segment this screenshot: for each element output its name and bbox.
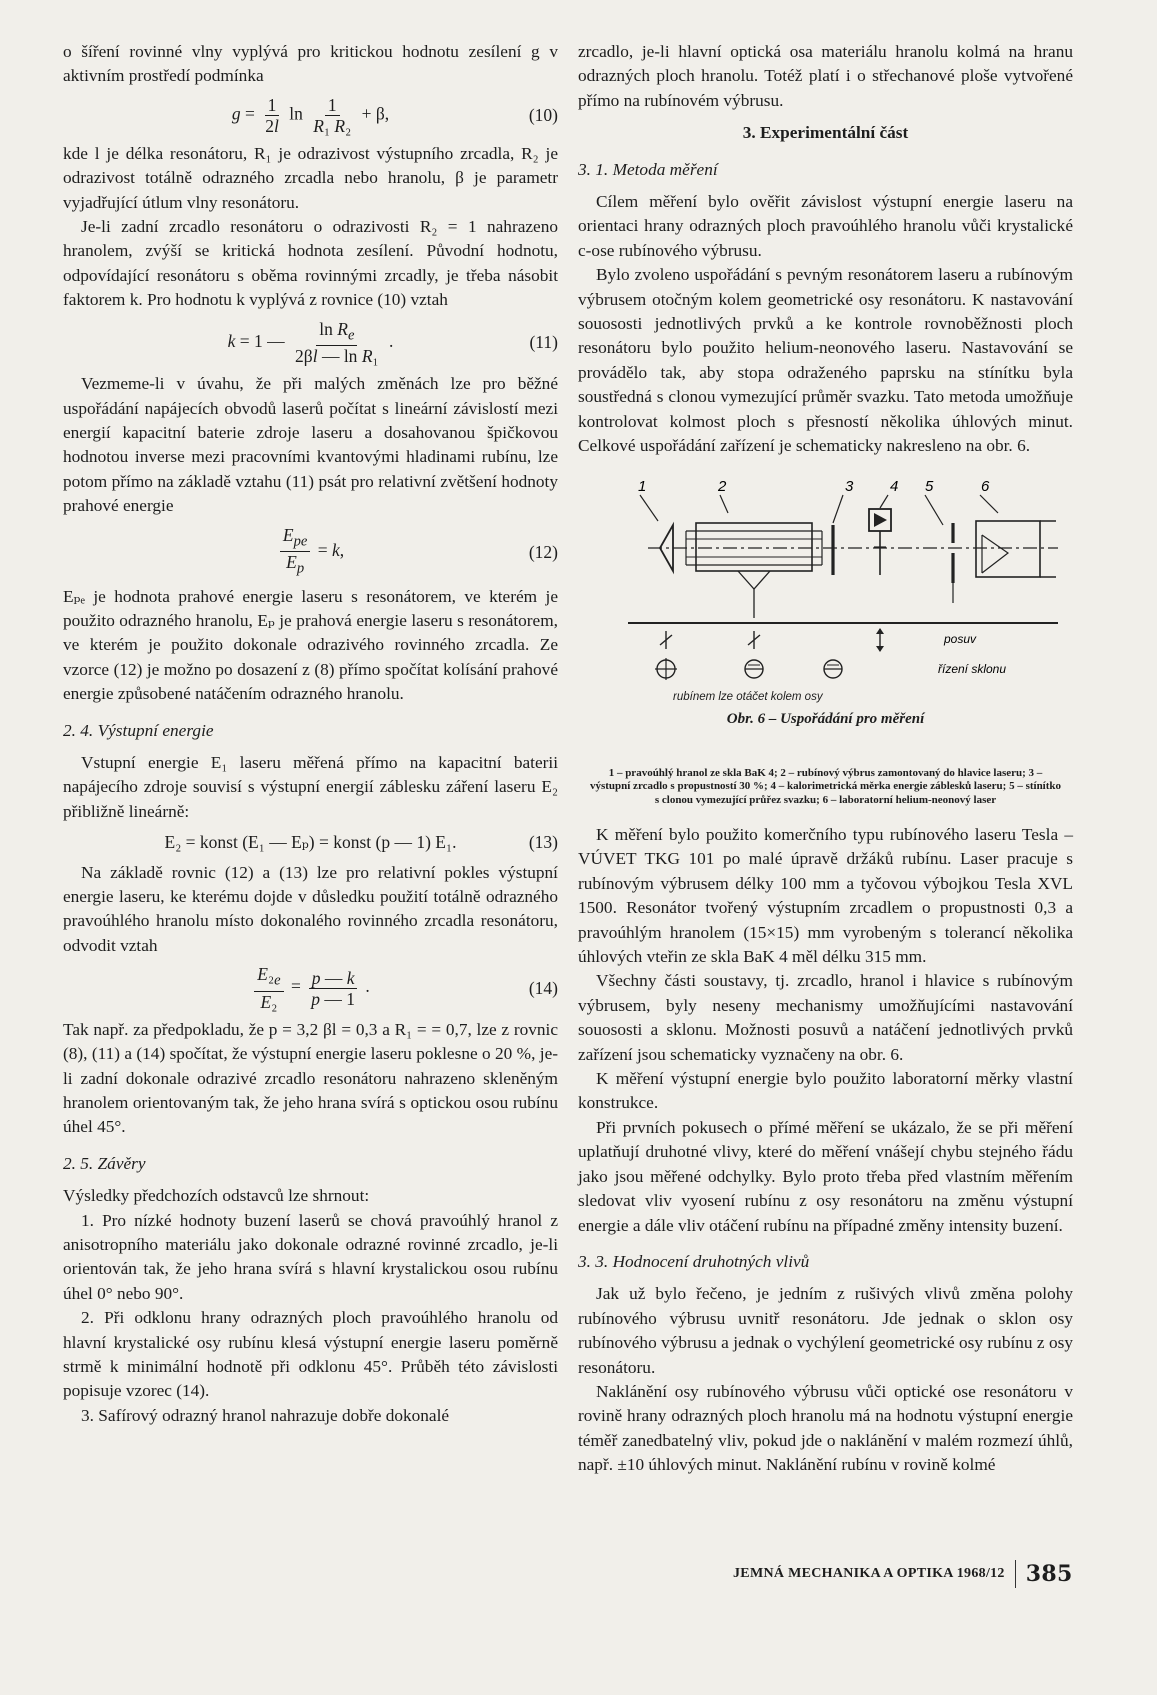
figure-label: 6 xyxy=(981,477,990,495)
equation-13: E₂ = konst (E₁ — Eₚ) = konst (p — 1) E₁. (13) xyxy=(63,830,558,854)
laser-head-icon xyxy=(686,523,822,618)
figure-label: 1 xyxy=(638,477,647,495)
hene-laser-icon xyxy=(976,521,1056,577)
equation-11: k = 1 — $\frac{\ln R_e}{\text{2βl — ln R₁}}$ . (11) xyxy=(227,318,558,367)
paragraph: Tak např. za předpokladu, že p = 3,2 βl = 0,3 a R₁ = = 0,7, lze z rovnic (8), (11) a (14) spočítat, že výstupní energie laseru poklesne o 20 %, je-li zadní dokonale odrazivé zrcadlo resonátoru nahrazeno skleněným hranolem orientovaným tak, že jeho hrana svírá s optickou osou rubínu úhel 45°. xyxy=(63,1019,558,1137)
shift-arrow-icon xyxy=(876,628,884,652)
tilt-adjust-icon xyxy=(660,631,672,649)
rotation-icon xyxy=(824,660,842,678)
paragraph: Je-li zadní zrcadlo resonátoru o odrazivosti R₂ = 1 nahrazeno hranolem, zvýší se kritická hodnota zesílení. Původní hodnotu, odpovídající resonátoru s oběma rovinnými zrcadly, je třeba násobit faktorem k. Pro hodnotu k vyplývá z rovnice (10) vztah xyxy=(63,217,558,310)
equation-number: (10) xyxy=(528,105,558,126)
equation-12: $\frac{E_{pe}}{E_p}$ = k, (12) xyxy=(63,525,558,579)
equation-number: (14) xyxy=(528,977,558,998)
equation-number: (12) xyxy=(528,541,558,562)
paragraph: Všechny části soustavy, tj. zrcadlo, hranol i hlavice s rubínovým výbrusem, byly neseny mechanismy umožňujícími nastavování souososti a sklonu. Možnosti posuvů a natáčení jednotlivých prvků zařízení jsou schematicky vyznačeny na obr. 6. xyxy=(578,971,1073,1064)
figure-label: 3 xyxy=(845,477,854,495)
paragraph: Cílem měření bylo ověřit závislost výstupní energie laseru na orientaci hrany odrazných ploch pravoúhlého hranolu vůči krystalické c-ose rubínového výbrusu. xyxy=(578,192,1073,260)
calorimeter-icon xyxy=(869,509,891,575)
equation-10: g = $\frac{1}{2l}$ ln $\frac{1}{\text{R₁ R₂}}$ + β, (10) xyxy=(231,94,558,136)
equation-number: (13) xyxy=(528,832,558,853)
rotation-icon xyxy=(655,658,677,680)
journal-name: JEMNÁ MECHANIKA A OPTIKA 1968/12 xyxy=(733,1566,1005,1581)
list-item: 1. Pro nízké hodnoty buzení laserů se chová pravoúhlý hranol z anisotropního materiálu jako dokonale odrazné rovinné zrcadlo, je-li orientován tak, že jeho hrana svírá s hlavní krystalickou osou rubínu úhel 0° nebo 90°. xyxy=(63,1210,558,1303)
paragraph: Na základě rovnic (12) a (13) lze pro relativní pokles výstupní energie laseru, ke kterému dojde v důsledku použití totálně odrazného pravoúhlého hranolu místo dokonalého rovinného zrcadla resonátoru, odvodit vztah xyxy=(63,862,558,955)
paragraph: o šíření rovinné vlny vyplývá pro kritickou hodnotu zesílení g v aktivním prostředí podmínka xyxy=(63,42,558,86)
paragraph: K měření bylo použito komerčního typu rubínového laseru Tesla – VÚVET TKG 101 po malé úpravě držáků rubínu. Laser pracuje s rubínovým výbrusem délky 100 mm a tyčovou výbojkou Tesla XVL 1500. Resonátor tvořený výstupním zrcadlem o propustnosti 0,3 a pravoúhlým hranolem (15×15) mm vyrobeným s tolerancí několika úhlových vteřin ze skla BaK 4 měl délku 315 mm. xyxy=(578,825,1073,967)
page-footer xyxy=(733,1560,1073,1588)
rotation-icon xyxy=(745,660,763,678)
page-number: 385 xyxy=(1025,1561,1073,1587)
figure-label: 4 xyxy=(890,477,899,495)
paragraph: zrcadlo, je-li hlavní optická osa materiálu hranolu kolmá na hranu odrazných ploch hranolu. Totéž platí i o střechanové ploše vytvořené přímo na rubínovém výbrusu. xyxy=(578,42,1073,110)
setup-schematic xyxy=(578,473,1073,683)
section-heading: 3. 1. Metoda měření xyxy=(578,159,718,179)
paragraph: Eₚₑ je hodnota prahové energie laseru s resonátorem, ve kterém je použito odrazného hranolu, Eₚ je prahová energie laseru s resonátorem, ve kterém je použito dokonale odrazivého rovinného zrcadla. Ze vzorce (12) je možno po dosazení z (8) přímo spočítat kolísání prahové energie způsobené natáčením odrazného hranolu. xyxy=(63,586,558,704)
tilt-adjust-icon xyxy=(748,631,760,649)
paragraph: Výsledky předchozích odstavců lze shrnout: xyxy=(63,1186,370,1206)
figure-label: 5 xyxy=(925,477,934,495)
rotation-note: rubínem lze otáčet kolem osy xyxy=(673,690,823,703)
footer-divider xyxy=(1015,1560,1016,1588)
paragraph: Naklánění osy rubínového výbrusu vůči optické ose resonátoru v rovině hrany odrazných ploch hranolu má na hodnotu výstupní energie téměř zanedbatelný vliv, pokud jde o naklánění v malém rozmezí úhlů, např. ±10 úhlových minut. Naklánění rubínu v rovině kolmé xyxy=(578,1381,1073,1475)
paragraph: K měření výstupní energie bylo použito laboratorní měrky vlastní konstrukce. xyxy=(578,1069,1073,1113)
paragraph: Vstupní energie E₁ laseru měřená přímo na kapacitní baterii napájecího zdroje souvisí s výstupní energií záblesku záření laseru E₂ přibližně lineárně: xyxy=(63,753,558,821)
list-item: 2. Při odklonu hrany odrazných ploch pravoúhlého hranolu od hlavní krystalické osy rubínu klesá výstupní energie laseru poměrně strmě k minimální hodnotě při odklonu 45°. Průběh této závislosti popisuje vzorec (14). xyxy=(63,1308,558,1401)
paragraph: Vezmeme-li v úvahu, že při malých změnách lze pro běžné uspořádání napájecích obvodů laserů počítat s lineární závislostí mezi energií kapacitní baterie zdroje laseru a dosahovanou špičkovou hodnotou inverse mezi pracovními kvantovými hladinami rubínu, lze potom přímo na základě vztahu (11) psát pro relativní zvětšení hodnoty prahové energie xyxy=(63,374,558,516)
figure-title: Obr. 6 – Uspořádání pro měření xyxy=(726,710,925,727)
section-heading: 2. 5. Závěry xyxy=(63,1153,146,1173)
list-item: 3. Safírový odrazný hranol nahrazuje dobře dokonalé xyxy=(81,1405,450,1425)
equation-14: $\frac{E_2_e}{\text{E₂}}$ = $\frac{p — k}{p — 1}$ . (14) xyxy=(63,964,558,1012)
figure-6-diagram xyxy=(578,473,1073,763)
figure-label: 2 xyxy=(718,477,727,495)
paragraph: Bylo zvoleno uspořádání s pevným resonátorem laseru a rubínovým výbrusem otočným kolem geometrické osy resonátoru. K nastavování souososti jednotlivých prvků a ke kontrole rovnoběžnosti ploch resonátoru bylo použito helium-neonového laseru. Nastavování se provádělo tak, aby stopa odraženého paprsku na stínítku byla soustředná s clonou vymezující průměr svazku. Tato metoda umožňuje kontrolovat kolmost ploch s přesností několika úhlových minut. Celkové uspořádání zařízení je schematicky nakresleno na obr. 6. xyxy=(578,265,1073,456)
rizeni-sklonu-label: řízení sklonu xyxy=(938,661,1007,676)
section-heading: 3. 3. Hodnocení druhotných vlivů xyxy=(578,1251,810,1271)
section-title: 3. Experimentální část xyxy=(742,123,909,143)
posuv-label: posuv xyxy=(944,631,977,646)
paragraph: Při prvních pokusech o přímé měření se ukázalo, že se při měření uplatňují druhotné vlivy, které do měření vnášejí chybu stejného řádu jako jsou měřené odchylky. Bylo proto třeba před vlastním měřením sledovat vliv vyosení rubínu z osy resonátoru na změnu výstupní energie a dále vliv otáčení rubínu na případné změny intensity buzení. xyxy=(578,1117,1073,1235)
right-column xyxy=(578,40,1073,1478)
left-column xyxy=(63,40,558,1428)
figure-caption: 1 – pravoúhlý hranol ze skla BaK 4; 2 – rubínový výbrus zamontovaný do hlavice laseru; 3 – výstupní zrcadlo s propustností 30 %; 4 – kalorimetrická měrka energie záblesků laseru; 5 – stínítko s clonou vymezující průřez svazku; 6 – laboratorní helium-neonový laser xyxy=(589,766,1062,806)
equation-number: (11) xyxy=(529,332,558,353)
section-heading: 2. 4. Výstupní energie xyxy=(63,720,214,740)
paragraph: kde l je délka resonátoru, R₁ je odrazivost výstupního zrcadla, R₂ je odrazivost totálně odrazného zrcadla nebo hranolu, β je parametr vyjadřující útlum vlny resonátoru. xyxy=(63,143,558,212)
paragraph: Jak už bylo řečeno, je jedním z rušivých vlivů změna polohy rubínového výbrusu uvnitř resonátoru. Jde jednak o sklon osy rubínového výbrusu a jednak o vychýlení geometrické osy rubínu z osy resonátoru. xyxy=(578,1284,1073,1377)
